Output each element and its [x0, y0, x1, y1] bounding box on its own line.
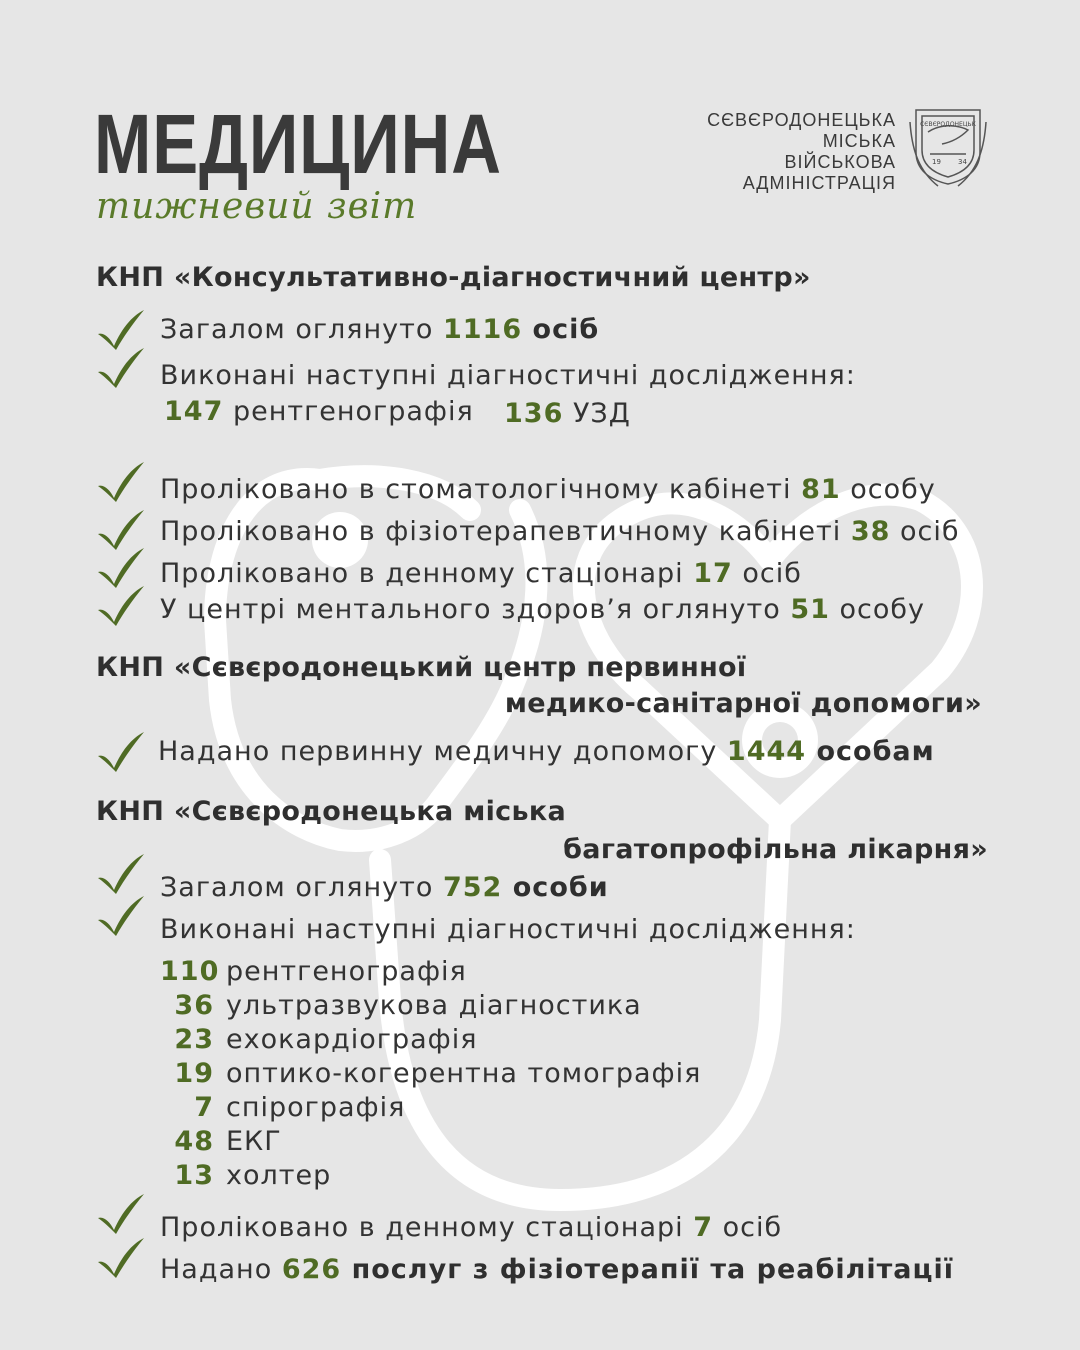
checkmark-icon — [96, 1236, 146, 1280]
checkmark-icon — [96, 584, 146, 628]
admin-line: ВІЙСЬКОВА — [784, 152, 896, 172]
section-3-title-line2: багатопрофільна лікарня» — [563, 834, 988, 865]
diagnostic-item: 19 оптико-когерентна томографія — [174, 1058, 702, 1089]
list-item: У центрі ментального здоров’я оглянуто 51 особу — [160, 594, 926, 625]
diagnostic-item: 36 ультразвукова діагностика — [174, 990, 642, 1021]
checkmark-icon — [96, 894, 146, 938]
list-item: Проліковано в денному стаціонарі 17 осіб — [160, 558, 802, 589]
admin-line: СЄВЄРОДОНЕЦЬКА — [707, 110, 896, 130]
administration-name — [707, 110, 896, 194]
list-item: Проліковано в стоматологічному кабінеті 81 особу — [160, 474, 936, 505]
list-item: Надано первинну медичну допомогу 1444 особам — [158, 736, 935, 767]
crest-year-left: 19 — [932, 158, 941, 166]
section-1-title: КНП «Консультативно-діагностичний центр» — [96, 262, 811, 293]
section-2-title-line2: медико-санітарної допомоги» — [504, 688, 982, 719]
checkmark-icon — [96, 730, 146, 774]
section-3-title-line1: КНП «Сєвєродонецька міська — [96, 796, 566, 827]
city-crest-icon — [908, 102, 988, 188]
diagnostic-item: 48 ЕКГ — [174, 1126, 282, 1157]
checkmark-icon — [96, 1192, 146, 1236]
diagnostic-item: 23 ехокардіографія — [174, 1024, 478, 1055]
list-item: Проліковано в фізіотерапевтичному кабінеті 38 осіб — [160, 516, 960, 547]
list-item: Загалом оглянуто 1116 осіб — [160, 314, 600, 345]
admin-line: АДМІНІСТРАЦІЯ — [742, 173, 896, 193]
list-item: Виконані наступні діагностичні дослідження: — [160, 914, 856, 945]
diagnostic-item: 147 рентгенографія — [164, 396, 474, 427]
diagnostic-item: 7 спірографія — [194, 1092, 406, 1123]
diagnostic-item: 110 рентгенографія — [160, 956, 467, 987]
diagnostic-item: 13 холтер — [174, 1160, 332, 1191]
checkmark-icon — [96, 346, 146, 390]
checkmark-icon — [96, 852, 146, 896]
checkmark-icon — [96, 460, 146, 504]
crest-year-right: 34 — [958, 158, 967, 166]
diagnostic-item: 136 УЗД — [504, 398, 631, 429]
list-item: Надано 626 послуг з фізіотерапії та реабілітації — [160, 1254, 955, 1285]
page-subtitle: тижневий звіт — [96, 186, 418, 227]
admin-line: МІСЬКА — [822, 131, 896, 151]
crest-text: СЄВЄРОДОНЕЦЬК — [920, 121, 976, 128]
page-title: МЕДИЦИНА — [94, 97, 502, 191]
list-item: Проліковано в денному стаціонарі 7 осіб — [160, 1212, 783, 1243]
section-2-title-line1: КНП «Сєвєродонецький центр первинної — [96, 652, 747, 683]
list-item: Загалом оглянуто 752 особи — [160, 872, 609, 903]
list-item: Виконані наступні діагностичні дослідження: — [160, 360, 856, 391]
